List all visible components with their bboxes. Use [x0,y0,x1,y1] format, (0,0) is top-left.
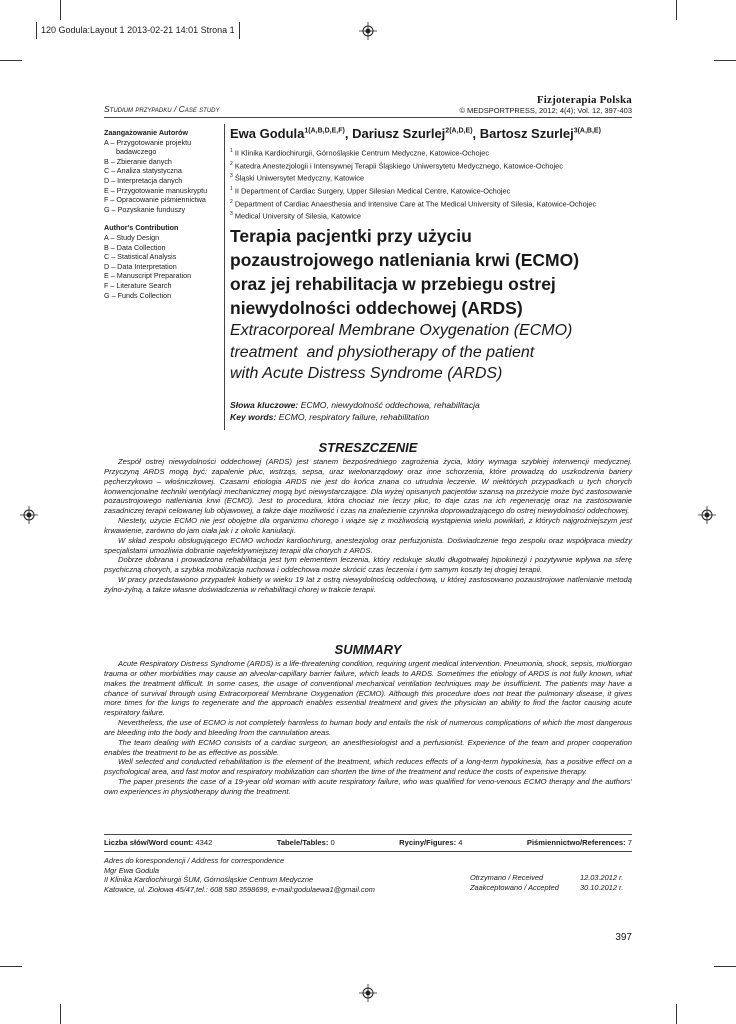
reference-count: Piśmiennictwo/References: 7 [526,838,632,847]
author-contribution-codes: 1(A,B,D,E,F) [304,127,345,135]
title-line: Extracorporeal Membrane Oxygenation (ECMO) [230,322,573,339]
sidebar-item: F – Opracowanie piśmiennictwa [104,195,206,205]
sidebar-item: badawczego [116,147,157,157]
abstract-paragraph: Niestety, użycie ECMO nie jest obojętne dla organizmu chorego i wiąże się z możliwością wystąpienia wielu powikłań, z których najgroźniejszym jest krwawienie, zarówno do jam ciała jak i z okolic kaniulacji. [104,516,632,535]
keywords-value-en: ECMO, respiratory failure, rehabilitation [276,411,430,422]
received-date: 12.03.2012 r. [580,873,624,882]
sidebar-item: B – Data Collection [104,242,166,252]
figure-count: Ryciny/Figures: 4 [399,838,463,847]
sidebar-item: B – Zbieranie danych [104,156,172,166]
title-line: oraz jej rehabilitacja w przebiegu ostrej [230,274,556,294]
affiliation-list [230,146,596,222]
affiliation: $^3$ Śląski Uniwersytet Medyczny, Katowice [230,173,365,183]
title-line: treatment and physiotherapy of the patient [230,343,535,361]
article-counts [104,838,632,847]
table-count: Tabele/Tables: 0 [276,838,335,847]
abstract-paragraph: W pracy przedstawiono przypadek kobiety w wieku 19 lat z ostrą niewydolnością oddechową, u której zastosowano pozaustrojowe natlenianie metodą żylno-żylną, a także własne doświadczenia w rehabilitacji chorej w trakcie terapii. [104,575,632,594]
sidebar-item: E – Przygotowanie manuskryptu [104,185,208,195]
registration-mark-icon [359,22,377,40]
keywords-label-en: Key words: [230,411,277,422]
counts-rule-bottom [104,851,632,852]
registration-mark-icon [20,506,38,524]
title-line: pozaustrojowego natleniania krwi (ECMO) [230,250,580,270]
author-name: Ewa Godula [230,126,305,141]
title-line: niewydolności oddechowej (ARDS) [230,298,523,318]
author-name: Bartosz Szurlej [479,126,574,141]
sidebar-item: D – Data Interpretation [104,261,177,271]
sidebar-heading-en: Author's Contribution [104,223,179,233]
title-line: Terapia pacjentki przy użyciu [230,226,472,246]
crop-mark [60,0,61,20]
sidebar-heading-pl: Zaangażowanie Autorów [104,128,188,137]
crop-mark [676,0,677,20]
counts-rule-top [104,834,632,835]
crop-mark [60,1004,61,1024]
page-number: 397 [615,932,632,943]
affiliation: $^1$ II Department of Cardiac Surgery, Upper Silesian Medical Centre, Katowice-Ochojec [230,186,511,196]
crop-mark [714,966,736,967]
abstract-paragraph: Well selected and conducted rehabilitation is the element of the treatment, which reduces effects of a long-term hypokinesia, has a positive effect on a psychological area, and fast motor and respiratory mobilization can shorten the time of the treatment and reduce the costs of expensive therapy. [104,757,632,777]
author-contribution-codes: 2(A,D,E) [445,127,473,135]
keywords-value-pl: ECMO, niewydolność oddechowa, rehabilitacja [298,400,480,410]
affiliation: $^3$ Medical University of Silesia, Katowice [230,211,361,221]
abstract-en [104,659,632,797]
author-list: Ewa Godula$^{1(A,B,D,E,F)}$, Dariusz Szurlej$^{2(A,D,E)}$, Bartosz Szurlej$^{3(A,B,E)}$ [230,126,601,141]
sidebar-item: A – Przygotowanie projektu [104,137,192,147]
abstract-heading-en: SUMMARY [334,642,402,657]
affiliation: $^2$ Department of Cardiac Anaesthesia and Intensive Care at The Medical University of Silesia, Katowice-Ochojec [230,198,597,209]
sidebar-item: G – Funds Collection [104,290,172,300]
title-polish [230,224,630,320]
sidebar-item: D – Interpretacja danych [104,175,183,185]
crop-mark [676,1004,677,1024]
correspondence-line: Katowice, ul. Ziołowa 45/47,tel.: 608 580 3598699, e-mail:godulaewa1@gmail.com [104,884,375,894]
received-label: Otrzymano / Received [470,873,544,882]
sidebar-item: E – Manuscript Preparation [104,271,192,281]
affiliation: $^2$ Katedra Anestezjologii i Intensywnej Terapii Śląskiego Uniwersytetu Medycznego, Katowice-Ochojec [230,160,563,171]
abstract-paragraph: Dobrze dobrana i prowadzona rehabilitacja jest tym elementem leczenia, który redukuje skutki długotrwałej hipokinezji i pozytywnie wpływa na sferę psychiczną chorych, a szybka mobilizacja ruchowa i oddechowa może skrócić czas leczenia i tym samym koszty tej drogiej terapii. [104,555,632,575]
crop-mark [0,966,22,967]
abstract-pl [104,457,632,595]
journal-name: Fizjoterapia Polska [536,94,632,106]
accepted-label: Zaakceptowano / Accepted [470,882,559,892]
correspondence-address [104,856,375,894]
affiliation: $^1$ II Klinika Kardiochirurgii, Górnośląskie Centrum Medyczne, Katowice-Ochojec [230,148,490,158]
title-english [230,320,630,385]
abstract-paragraph: W skład zespołu obsługującego ECMO wchodzi kardiochirurg, anestezjolog oraz perfuzjonista. Doświadczenie tego zespołu oraz współpraca miedzy specjalistami umożliwia dobranie najefektywniejszej terapii dla chorych z ARDS. [104,535,632,555]
abstract-paragraph: The paper presents the case of a 19-year old woman with acute respiratory failure, who was qualified for veno-venous ECMO therapy and the authors' own experiences in physiotherapy during the treatment. [104,777,632,796]
correspondence-line: II Klinika Kardiochirurgii ŚUM, Górnośląskie Centrum Medyczne [104,875,314,884]
title-line: with Acute Distress Syndrome (ARDS) [230,365,503,382]
abstract-heading-pl: STRESZCZENIE [318,440,418,455]
registration-mark-icon [698,506,716,524]
keywords [230,400,480,423]
keywords-label-pl: Słowa kluczowe: [230,400,299,410]
correspondence-line: Adres do korespondencji / Address for correspondence [104,856,285,865]
publication-info: © MEDSPORTPRESS, 2012; 4(4); Vol. 12, 397-403 [459,106,632,115]
abstract-paragraph: The team dealing with ECMO consists of a cardiac surgeon, an anesthesiologist and a perfusionist. Experience of the team and proper cooperation enables the treatment to be as effective as possible. [104,737,632,757]
sidebar-item: C – Analiza statystyczna [104,166,182,176]
crop-mark [714,60,736,61]
word-count: Liczba słów/Word count: 4342 [104,838,213,847]
section-label: Studium przypadku / Case study [104,104,220,114]
author-contribution-codes: 3(A,B,E) [573,127,601,135]
abstract-paragraph: Nevertheless, the use of ECMO is not completely harmless to human body and entails the risk of numerous complications of which the most dangerous are bleeding into the body and bleeding from the cannulation areas. [104,718,632,737]
registration-mark-icon [359,984,377,1002]
crop-mark [0,60,22,61]
sidebar-item: G – Pozyskanie funduszy [104,204,186,214]
sidebar-divider [224,124,225,430]
sidebar-item: C – Statistical Analysis [104,252,177,262]
correspondence-line: Mgr Ewa Godula [104,865,160,875]
author-name: Dariusz Szurlej [352,126,446,141]
received-accepted-dates [470,873,623,892]
accepted-date: 30.10.2012 r. [580,882,624,892]
sidebar-item: F – Literature Search [104,280,172,290]
abstract-paragraph: Zespół ostrej niewydolności oddechowej (ARDS) jest stanem bezpośredniego zagrożenia życia, który wymaga szybkiej interwencji medycznej. Przyczyną ARDS mogą być: zapalenie płuc, wstrząs, sepsa, uraz wielonarządowy oraz inne schorzenia, które prowadzą do uszkodzenia bariery pęcherzykowo – włośniczkowej. Czasami etiologia ARDS nie jest do końca znana co utrudnia leczenie. W niektórych przypadkach u tych chorych konwencjonalne techniki wentylacji mechanicznej mogą być niewystarczające. Dla wyżej opisanych pacjentów szansą na przeżycie może być zastosowanie pozaustrojowego natleniania krwi (ECMO). Jest to procedura, która chociaż nie leczy płuc, to daje czas na ich regenerację oraz na zastosowanie zasadniczej terapii celowanej lub objawowej, a także daje możliwość i czas na znalezienie czynnika doprowadzającego do ostrej niewydolności oddechowej. [104,457,632,516]
author-contribution-sidebar [104,128,222,300]
sidebar-item: A – Study Design [104,232,160,242]
header-rule [104,117,632,118]
print-slug: 120 Godula:Layout 1 2013-02-21 14:01 Strona 1 [36,22,240,39]
abstract-paragraph: Acute Respiratory Distress Syndrome (ARDS) is a life-threatening condition, requiring urgent medical intervention. Pneumonia, shock, sepsis, multiorgan trauma or other morbidities may cause an alveolar-capillary barrier failure, which leads to ARDS. Sometimes the etiology of ARDS is not fully known, what makes the treatment difficult. In some cases, the usage of conventional mechanical ventilation techniques may be insufficient. The patients may have a chance of survival through using Extracorporeal Membrane Oxygenation (ECMO). Although this procedure does not treat the pulmonary disease, it gives more times for the lungs to regenerate and the approach enables essential treatment and gives the physician an ability to find the factor causing acute respiratory failure. [104,659,632,718]
